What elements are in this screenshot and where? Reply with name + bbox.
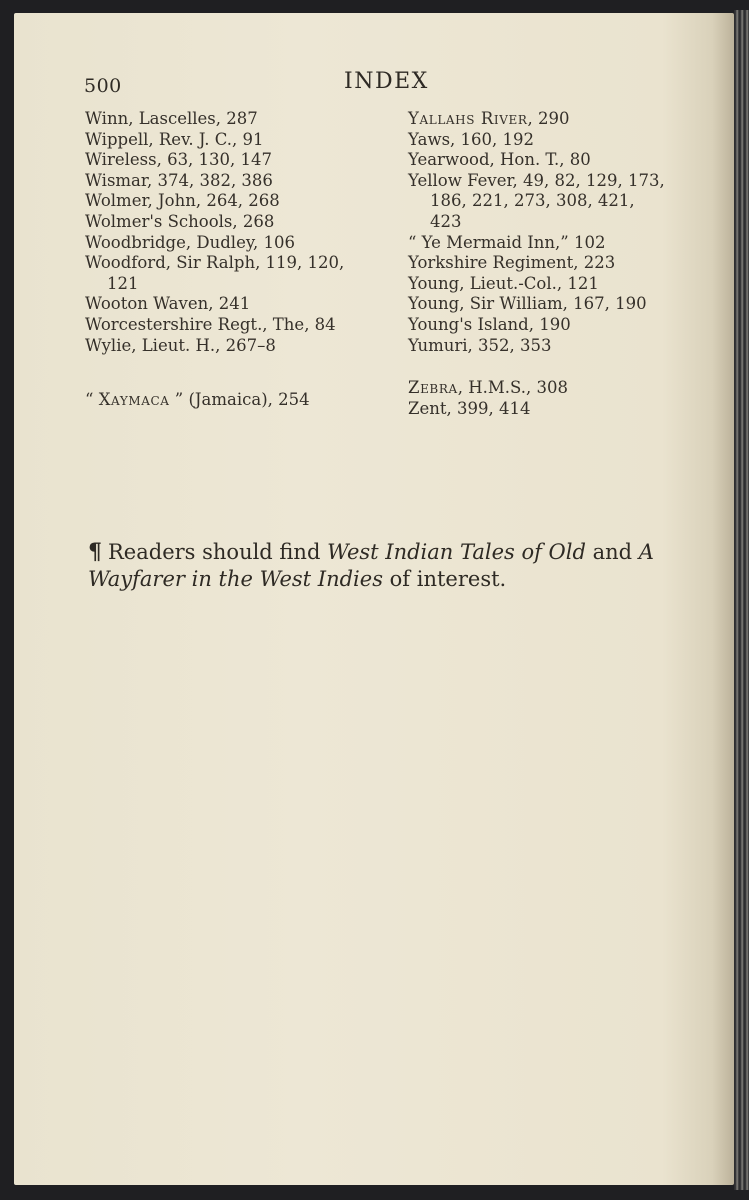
note-title-1: West Indian Tales of Old bbox=[327, 540, 586, 564]
index-entry-xaymaca bbox=[85, 390, 385, 411]
index-entry: Wolmer's Schools, 268 bbox=[85, 211, 275, 231]
open-quote: “ bbox=[85, 390, 94, 410]
note-title-2: A Wayfarer in the West Indies bbox=[88, 540, 654, 591]
index-entry-continuation bbox=[408, 191, 718, 212]
index-entry: Wylie, Lieut. H., 267–8 bbox=[85, 335, 276, 355]
index-entry: Wolmer, John, 264, 268 bbox=[85, 191, 280, 211]
page-number: 500 bbox=[84, 75, 122, 97]
index-entry: Worcestershire Regt., The, 84 bbox=[85, 314, 336, 334]
index-entry-continuation bbox=[408, 212, 718, 233]
index-entry: Woodford, Sir Ralph, 119, 120, bbox=[85, 253, 345, 273]
index-entry: Zent, 399, 414 bbox=[408, 398, 531, 418]
index-entry: Yorkshire Regiment, 223 bbox=[408, 253, 616, 273]
index-entry: Yellow Fever, 49, 82, 129, 173, bbox=[408, 170, 665, 190]
index-entry-yallahs bbox=[408, 109, 718, 130]
index-entry-zebra bbox=[408, 378, 718, 399]
index-column-left bbox=[85, 109, 385, 411]
section-gap bbox=[85, 356, 385, 390]
index-entry: Yumuri, 352, 353 bbox=[408, 335, 552, 355]
index-column-right bbox=[408, 109, 718, 419]
running-title: INDEX bbox=[344, 69, 429, 94]
note-tail: of interest. bbox=[382, 567, 507, 591]
index-entry: Wooton Waven, 241 bbox=[85, 294, 251, 314]
zebra-pages: , H.M.S., 308 bbox=[457, 378, 568, 398]
xaymaca-heading: Xaymaca bbox=[98, 390, 170, 410]
book-page bbox=[14, 13, 734, 1185]
note-and: and bbox=[585, 540, 639, 564]
index-entry: Young, Sir William, 167, 190 bbox=[408, 294, 647, 314]
pilcrow-icon: ¶ bbox=[88, 539, 102, 565]
page-header bbox=[14, 67, 734, 97]
index-entry: Yearwood, Hon. T., 80 bbox=[408, 150, 591, 170]
continuation-text: 186, 221, 273, 308, 421, bbox=[430, 191, 635, 211]
index-entry: “ Ye Mermaid Inn,” 102 bbox=[408, 232, 606, 252]
continuation-text: 423 bbox=[430, 211, 462, 231]
yallahs-heading: Yallahs River bbox=[408, 109, 528, 128]
index-entry: Woodbridge, Dudley, 106 bbox=[85, 232, 295, 252]
note-lead: Readers should find bbox=[108, 540, 328, 564]
index-entry: Young, Lieut.-Col., 121 bbox=[408, 273, 599, 293]
index-entry: Yaws, 160, 192 bbox=[408, 129, 535, 149]
index-entry: Wireless, 63, 130, 147 bbox=[85, 150, 273, 170]
continuation-text: 121 bbox=[107, 273, 139, 293]
section-gap bbox=[408, 356, 718, 378]
xaymaca-detail: ” (Jamaica), 254 bbox=[169, 390, 310, 410]
page-stack-edge bbox=[734, 10, 749, 1190]
yallahs-pages: , 290 bbox=[527, 109, 570, 128]
zebra-heading: Zebra bbox=[408, 378, 458, 398]
index-entry: Wismar, 374, 382, 386 bbox=[85, 170, 273, 190]
index-entry: Young's Island, 190 bbox=[408, 314, 571, 334]
index-entry: Winn, Lascelles, 287 bbox=[85, 109, 258, 128]
index-entry-continuation bbox=[85, 274, 385, 295]
reader-note bbox=[88, 539, 728, 593]
index-entry: Wippell, Rev. J. C., 91 bbox=[85, 129, 264, 149]
